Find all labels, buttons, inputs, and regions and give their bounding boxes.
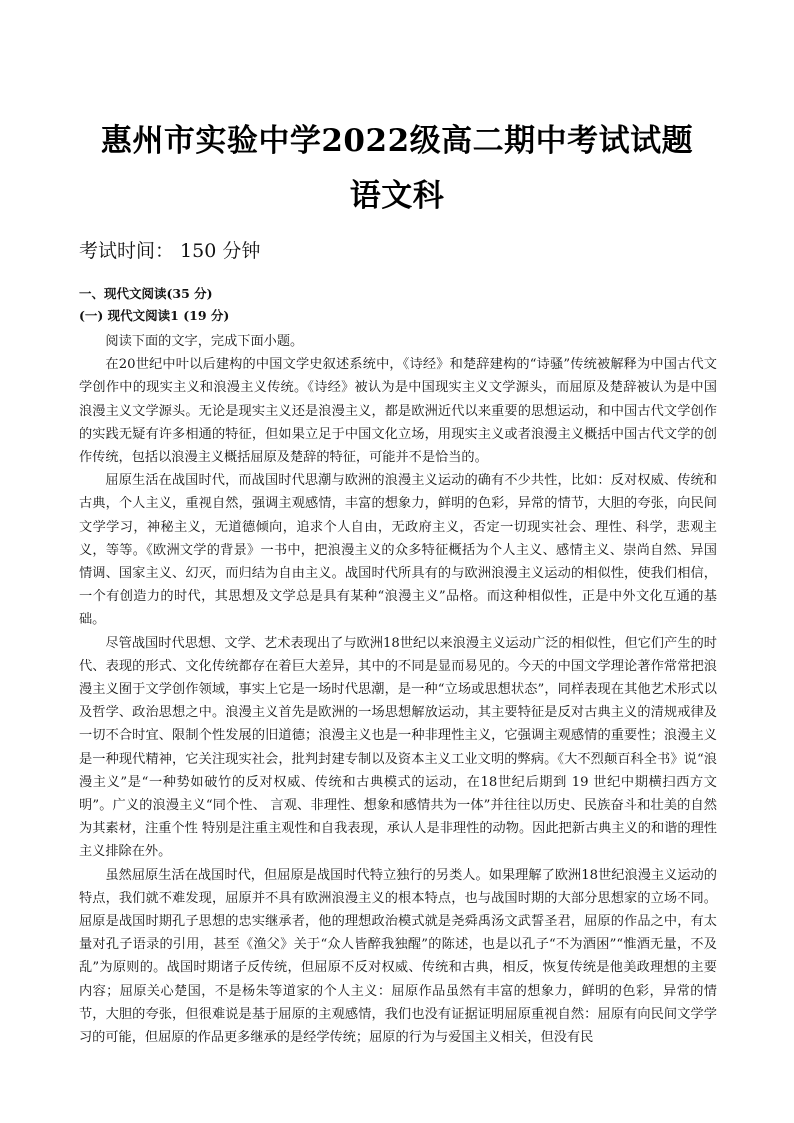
exam-subject: 语文科 xyxy=(349,178,445,214)
subsection-heading-reading-1: (一) 现代文阅读1 (19 分) xyxy=(79,308,230,323)
exam-title: 惠州市实验中学2022级高二期中考试试题 xyxy=(100,123,694,159)
passage-paragraph-2: 屈原生活在战国时代，而战国时代思潮与欧洲的浪漫主义运动的确有不少共性，比如：反对权威、传统和古典，个人主义，重视自然，强调主观感情，丰富的想象力，鲜明的色彩，异常的情节，大胆的夸张，向民间文学学习，神秘主义，无道德倾向，追求个人自由，无政府主义，否定一切现实社会、理性、科学，悲观主义，等等。《欧洲文学的背景》一书中，把浪漫主义的众多特征概括为个人主义、感情主义、崇尚自然、异国情调、国家主义、幻灭，而归结为自由主义。战国时代所具有的与欧洲浪漫主义运动的相似性，使我们相信，一个有创造力的时代，其思想及文学总是具有某种“浪漫主义”品格。而这种相似性，正是中外文化互通的基础。 xyxy=(79,473,717,628)
reading-passage xyxy=(79,330,717,1049)
exam-time: 考试时间： 150 分钟 xyxy=(79,240,261,262)
passage-paragraph-1: 在20世纪中叶以后建构的中国文学史叙述系统中，《诗经》和楚辞建构的“诗骚”传统被解释为中国古代文学创作中的现实主义和浪漫主义传统。《诗经》被认为是中国现实主义文学源头，而屈原及楚辞被认为是中国浪漫主义文学源头。无论是现实主义还是浪漫主义，都是欧洲近代以来重要的思想运动，和中国古代文学创作的实践无疑有许多相通的特征，但如果立足于中国文化立场，用现实主义或者浪漫主义概括中国古代文学的创作传统，包括以浪漫主义概括屈原及楚辞的特征，可能并不是恰当的。 xyxy=(79,357,717,466)
reading-instruction: 阅读下面的文字，完成下面小题。 xyxy=(105,334,304,349)
section-heading-modern-reading: 一、现代文阅读(35 分) xyxy=(79,286,213,301)
passage-paragraph-4: 虽然屈原生活在战国时代，但屈原是战国时代特立独行的另类人。如果理解了欧洲18世纪浪漫主义运动的特点，我们就不难发现，屈原并不具有欧洲浪漫主义的根本特点，也与战国时期的大部分思想家的立场不同。屈原是战国时期孔子思想的忠实继承者，他的理想政治模式就是尧舜禹汤文武誓圣君，屈原的作品之中，有太量对孔子语录的引用，甚至《渔父》关于“众人皆醉我独醒”的陈述，也是以孔子“不为酒困”“惟酒无量，不及乱”为原则的。战国时期诸子反传统，但屈原不反对权威、传统和古典，相反，恢复传统是他美政理想的主要内容；屈原关心楚国，不是杨朱等道家的个人主义：屈原作品虽然有丰富的想象力，鲜明的色彩，异常的情节，大胆的夸张，但很难说是基于屈原的主观感情，我们也没有证据证明屈原重视自然：屈原有向民间文学学习的可能，但屈原的作品更多继承的是经学传统；屈原的行为与爱国主义相关，但没有民 xyxy=(79,867,717,1046)
passage-paragraph-3: 尽管战国时代思想、文学、艺术表现出了与欧洲18世纪以来浪漫主义运动广泛的相似性，但它们产生的时代、表现的形式、文化传统都存在着巨大差异，其中的不同是显而易见的。今天的中国文学理论著作常常把浪漫主义囿于文学创作领域，事实上它是一场时代思潮，是一种“立场或思想状态”，同样表现在其他艺术形式以及哲学、政治思想之中。浪漫主义首先是欧洲的一场思想解放运动，其主要特征是反对古典主义的清规戒律及一切不合时宜、限制个性发展的旧道德；浪漫主义也是一种非理性主义，它强调主观感情的重要性；浪漫主义是一种现代精神，它关注现实社会，批判封建专制以及资本主义工业文明的弊病。《大不烈颠百科全书》说“浪漫主义”是“一种势如破竹的反对权威、传统和古典模式的运动，在18世纪后期到 19 世纪中期横扫西方文明”。广义的浪漫主义“同个性、 言观、非理性、想象和感情共为一体”并往往以历史、民族奋斗和壮美的自然为其素材，注重个性 特别是注重主观性和自我表现，承认人是非理性的动物。因此把新古典主义的和谐的理性主义排除在外。 xyxy=(79,635,717,860)
